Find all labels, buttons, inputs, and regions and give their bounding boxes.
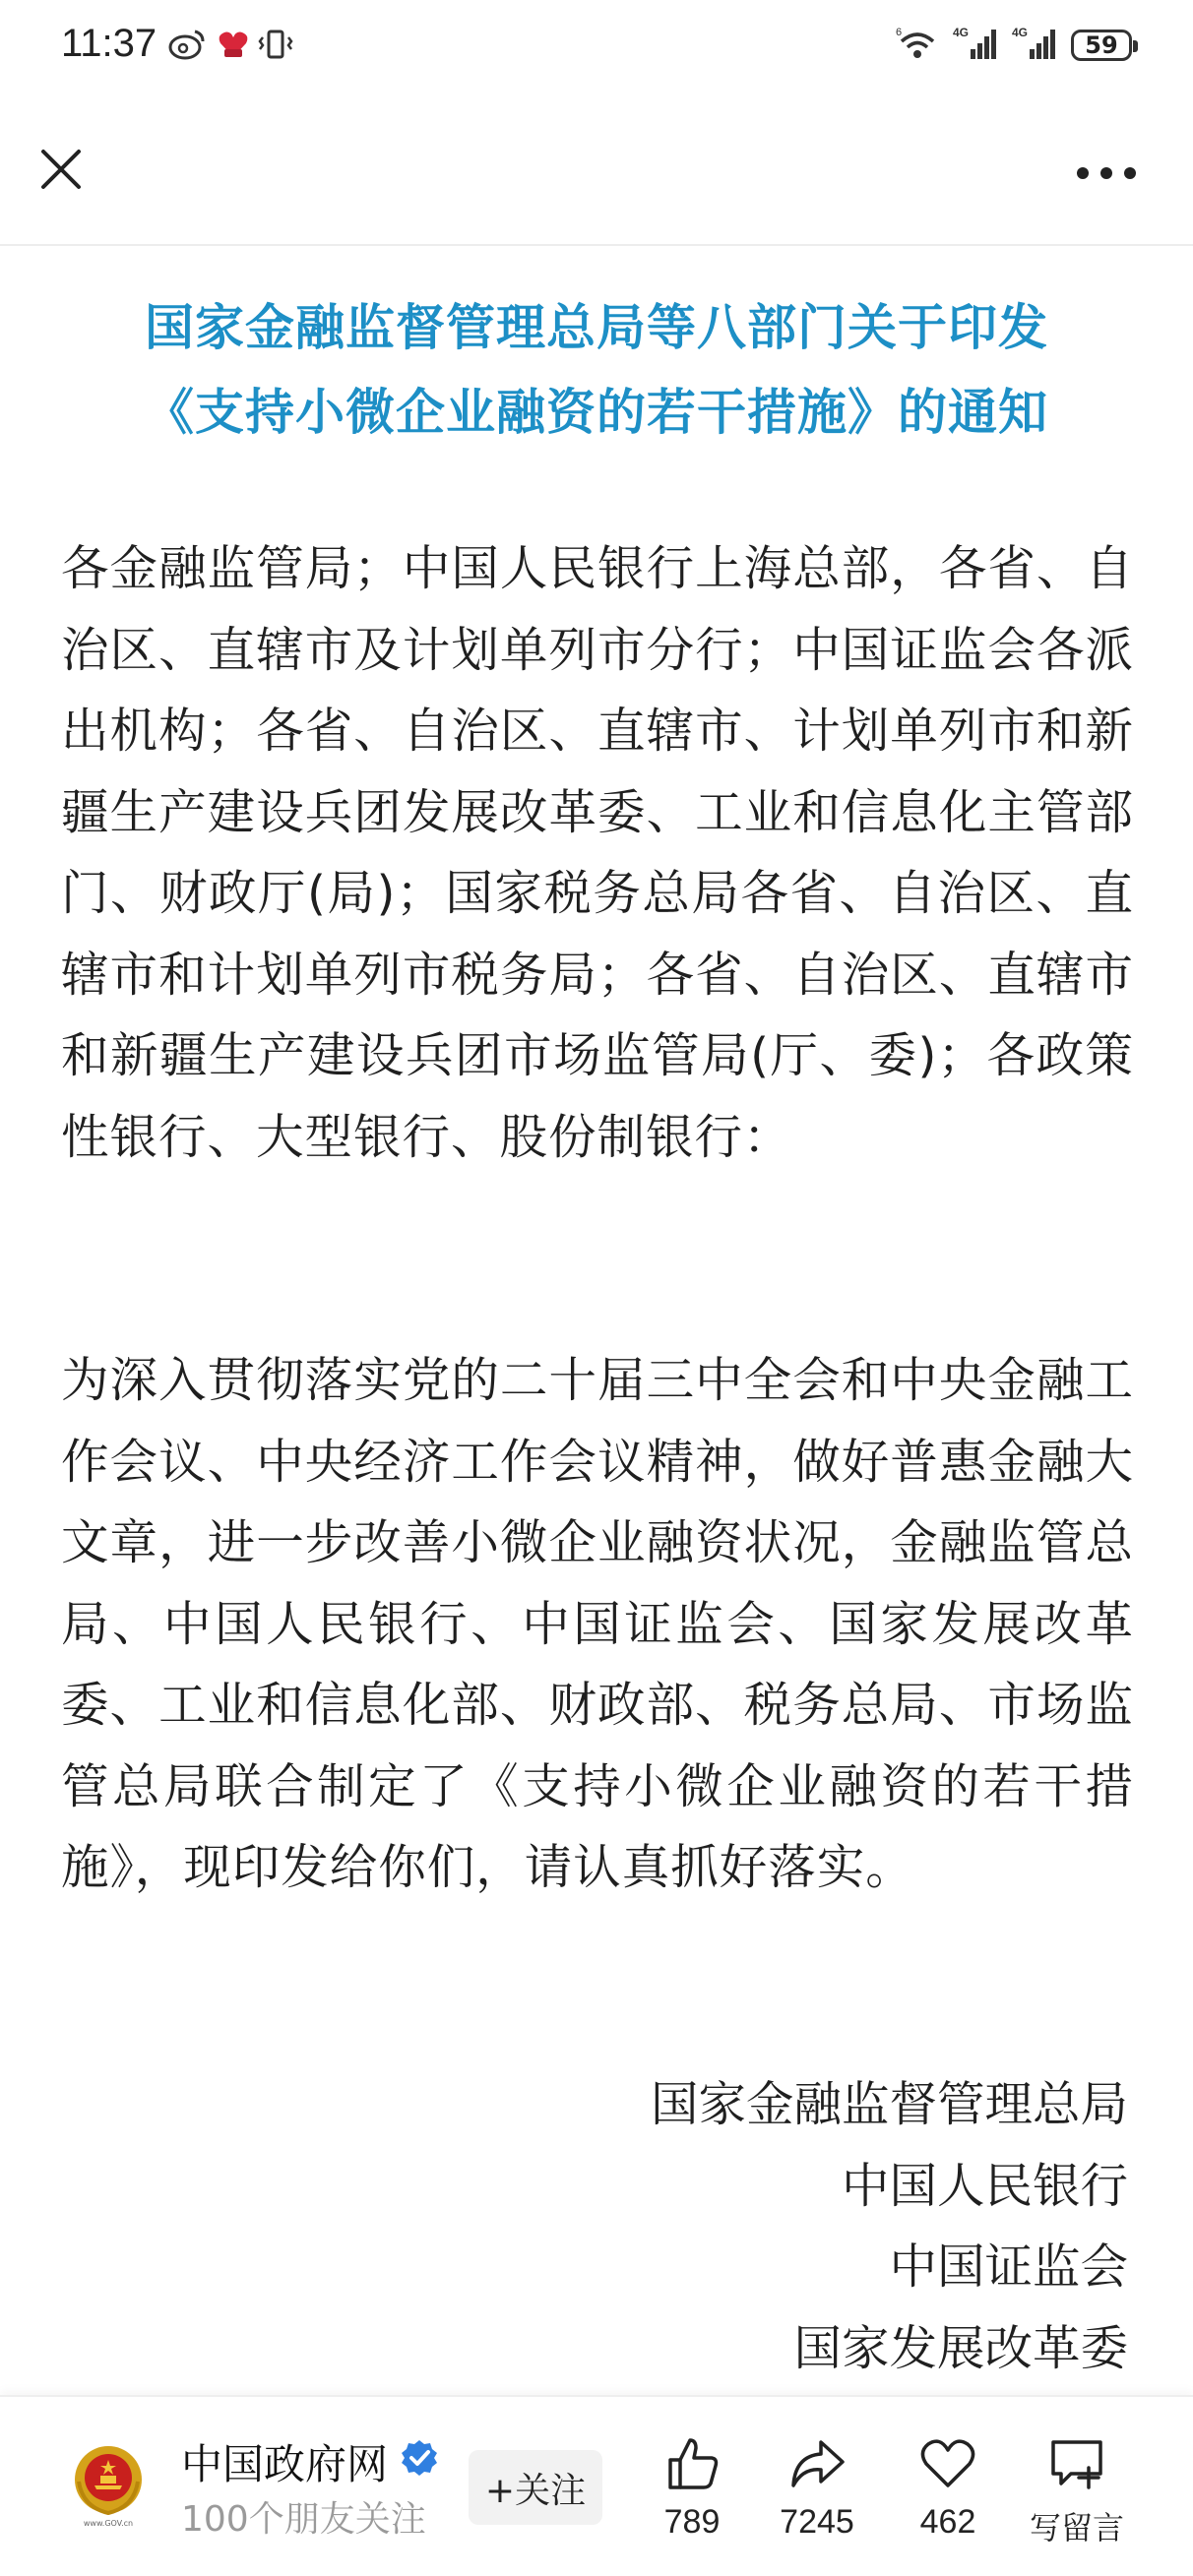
favorite-count: 462 (919, 2503, 976, 2541)
like-count: 789 (663, 2503, 721, 2541)
followers-count-text: 100个朋友关注 (181, 2499, 426, 2540)
bottom-action-bar (0, 2395, 1193, 2576)
signal-4g-icon (1012, 26, 1057, 65)
follow-button[interactable]: +关注 (469, 2450, 602, 2525)
verified-badge-icon (400, 2438, 439, 2478)
signal-4g-icon (953, 26, 998, 65)
share-button[interactable] (758, 2434, 876, 2542)
heart-badge-icon (217, 28, 250, 65)
svg-text:4G: 4G (1012, 26, 1029, 39)
favorite-button[interactable] (889, 2434, 1007, 2542)
write-comment-label: 写留言 (1029, 2509, 1124, 2546)
vibrate-icon (258, 28, 293, 65)
signatory-list (242, 2064, 1128, 2389)
share-arrow-icon (758, 2434, 876, 2493)
national-emblem-icon[interactable] (71, 2442, 146, 2517)
like-button[interactable] (633, 2434, 751, 2542)
article-paragraph-recipients: 各金融监管局；中国人民银行上海总部，各省、自治区、直辖市及计划单列市分行；中国证监会各派出机构；各省、自治区、直辖市、计划单列市和新疆生产建设兵团发展改革委、工业和信息化主管部门、财政厅(局)；国家税务总局各省、自治区、直辖市和计划单列市税务局；各省、自治区、直辖市和新疆生产建设兵团市场监管局(厅、委)；各政策性银行、大型银行、股份制银行： (61, 541, 1134, 1165)
article-title-line: 《支持小微企业融资的若干措施》的通知 (145, 384, 1048, 441)
write-comment-button[interactable] (1018, 2434, 1136, 2548)
article-paragraph-body: 为深入贯彻落实党的二十届三中全会和中央金融工作会议、中央经济工作会议精神，做好普惠金融大文章，进一步改善小微企业融资状况，金融监管总局、中国人民银行、中国证监会、国家发展改革委、工业和信息化部、财政部、税务总局、市场监管总局联合制定了《支持小微企业融资的若干措施》，现印发给你们，请认真抓好落实。 (61, 1353, 1134, 1895)
signatory: 中国人民银行 (841, 2158, 1128, 2214)
status-bar (0, 0, 1193, 94)
account-name[interactable]: 中国政府网 (181, 2440, 389, 2488)
signatory: 国家金融监督管理总局 (650, 2077, 1128, 2132)
status-time: 11:37 (61, 22, 157, 65)
article-title-line: 国家金融监督管理总局等八部门关于印发 (145, 299, 1048, 356)
more-dots-icon[interactable] (1075, 165, 1138, 181)
svg-text:6: 6 (896, 27, 903, 38)
top-nav (0, 94, 1193, 246)
share-count: 7245 (780, 2503, 854, 2541)
article-title (59, 285, 1134, 455)
close-icon[interactable] (37, 146, 85, 193)
signatory: 中国证监会 (889, 2239, 1128, 2295)
battery-indicator: 59 (1071, 30, 1132, 61)
heart-icon (889, 2434, 1007, 2493)
signatory: 国家发展改革委 (793, 2320, 1128, 2376)
comment-add-icon (1018, 2434, 1136, 2493)
wifi-icon (896, 26, 939, 65)
svg-text:4G: 4G (953, 26, 970, 39)
thumbs-up-icon (633, 2434, 751, 2493)
weibo-icon (167, 28, 207, 65)
emblem-caption: www.GOV.cn (83, 2519, 134, 2528)
